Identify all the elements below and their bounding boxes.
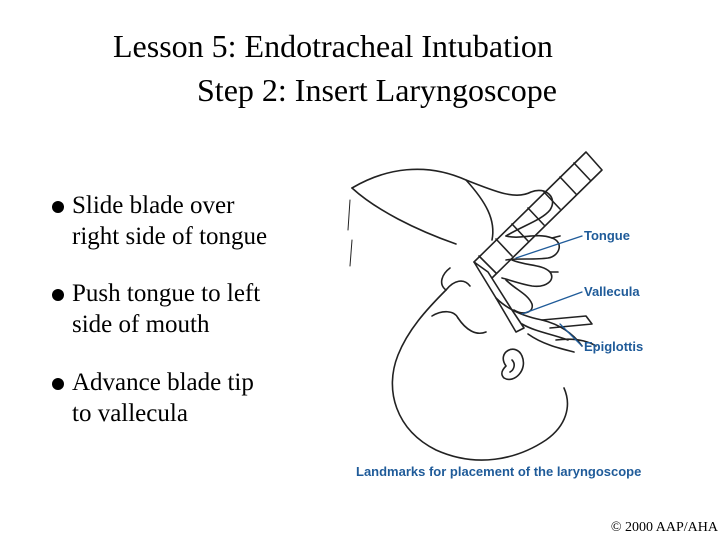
bullet-2-line-2: side of mouth xyxy=(72,311,210,338)
slide-title-line-1: Lesson 5: Endotracheal Intubation xyxy=(113,28,553,64)
bullet-item-1 xyxy=(52,190,352,252)
bullet-item-3 xyxy=(52,367,352,429)
slide-title-line-2: Step 2: Insert Laryngoscope xyxy=(197,72,557,108)
label-tongue: Tongue xyxy=(584,228,630,243)
bullet-dot-icon xyxy=(52,201,64,213)
copyright-notice: © 2000 AAP/AHA xyxy=(610,520,718,535)
bullet-1-line-1: Slide blade over xyxy=(72,192,235,219)
label-epiglottis: Epiglottis xyxy=(584,339,644,354)
laryngoscope-illustration xyxy=(346,140,666,480)
label-vallecula: Vallecula xyxy=(584,284,640,299)
bullet-dot-icon xyxy=(52,378,64,390)
bullet-dot-icon xyxy=(52,289,64,301)
bullet-2-line-1: Push tongue to left xyxy=(72,280,261,307)
infant-intubation-drawing xyxy=(346,140,666,480)
figure-caption: Landmarks for placement of the laryngoscope xyxy=(356,464,642,479)
bullet-3-line-2: to vallecula xyxy=(72,400,188,427)
bullet-item-2 xyxy=(52,278,352,340)
bullet-1-line-2: right side of tongue xyxy=(72,223,268,250)
bullet-3-line-1: Advance blade tip xyxy=(72,369,254,396)
